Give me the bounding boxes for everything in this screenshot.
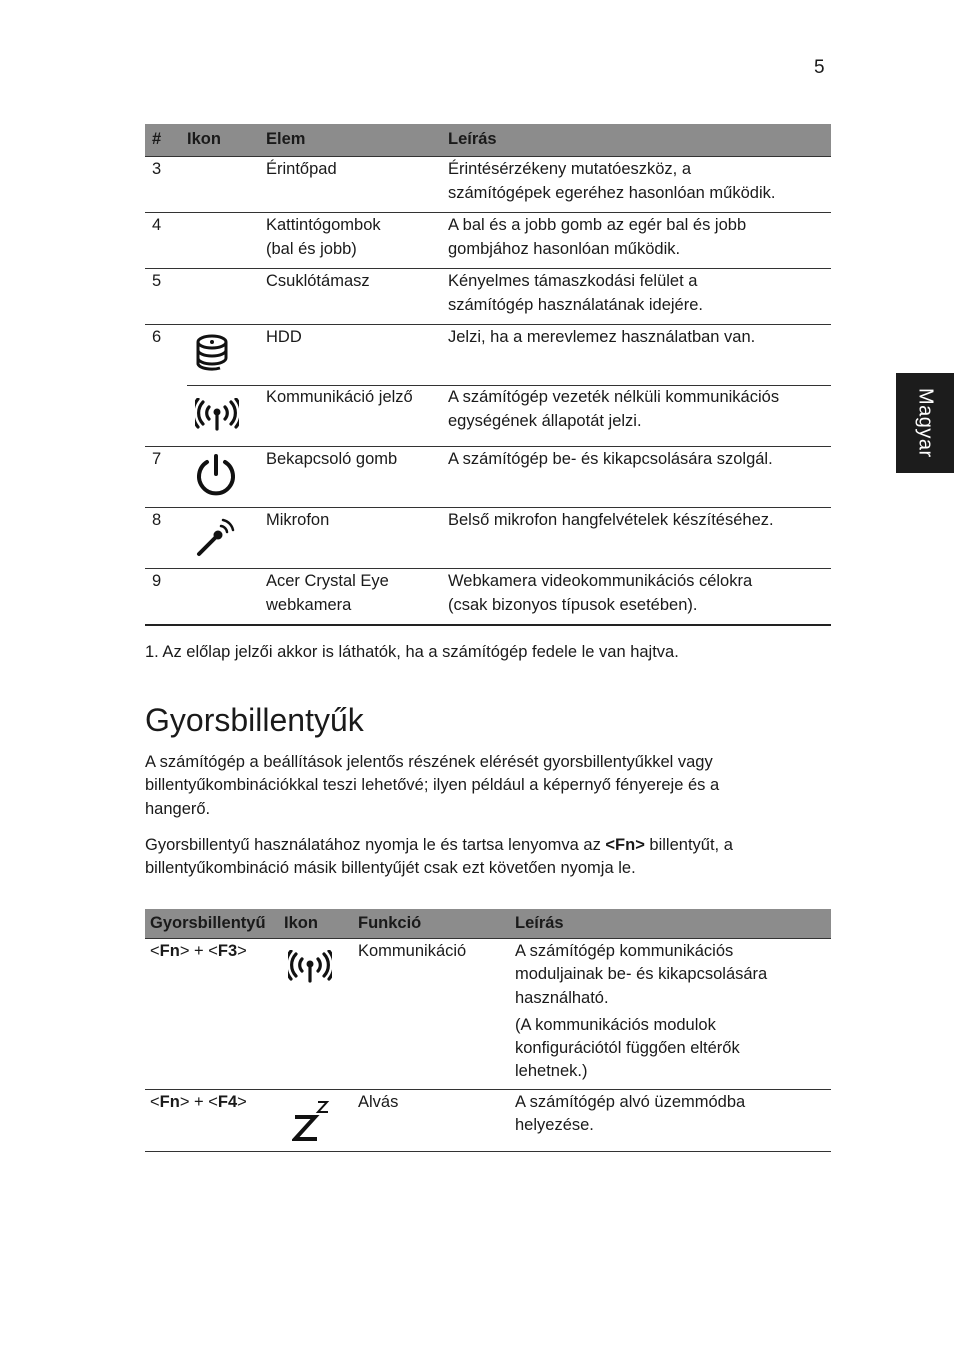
hotkey-function: Alvás [358, 1093, 399, 1111]
table-row [145, 569, 831, 626]
language-tab-label: Magyar [914, 388, 937, 458]
table-header [145, 909, 831, 939]
row-num: 8 [152, 511, 162, 529]
row-desc: Webkamera videokommunikációs célokra (csak bizonyos típusok esetében). [448, 572, 753, 614]
row-desc: A bal és a jobb gomb az egér bal és jobb gombjához hasonlóan működik. [448, 216, 747, 258]
row-num: 3 [152, 160, 162, 178]
row-elem: Csuklótámasz [266, 272, 370, 290]
hotkey-combo: <Fn> + <F3> [150, 942, 247, 960]
hotkey-description: A számítógép alvó üzemmódba helyezése. [515, 1093, 746, 1135]
power-icon [195, 453, 237, 497]
wireless-icon [195, 398, 239, 432]
header-num: # [152, 130, 162, 149]
header-desc: Leírás [448, 130, 497, 149]
row-desc: Jelzi, ha a merevlemez használatban van. [448, 328, 756, 346]
instruction-paragraph: Gyorsbillentyű használatához nyomja le és tartsa lenyomva az <Fn> billentyűt, a billentyűkombináció másik billentyűjét csak ezt követően nyomja le. [145, 836, 733, 878]
row-desc: Kényelmes támaszkodási felület a számítógép használatának idejére. [448, 272, 703, 314]
table-subrow [187, 385, 831, 447]
header-icon: Ikon [187, 130, 221, 149]
hotkey-table [145, 909, 831, 1152]
row-num: 9 [152, 572, 162, 590]
header-elem: Elem [266, 130, 306, 149]
header-icon: Ikon [284, 913, 318, 932]
row-elem: Kattintógombok (bal és jobb) [266, 216, 381, 258]
table-row [145, 269, 831, 325]
row-elem: Bekapcsoló gomb [266, 450, 398, 468]
table-row [145, 447, 831, 508]
header-key: Gyorsbillentyű [150, 913, 266, 932]
language-tab [896, 373, 954, 473]
row-desc: A számítógép be- és kikapcsolására szolgál. [448, 450, 773, 468]
row-num: 4 [152, 216, 162, 234]
row-desc: Belső mikrofon hangfelvételek készítéséhez. [448, 511, 774, 529]
row-elem: HDD [266, 328, 302, 346]
row-elem: Acer Crystal Eye webkamera [266, 572, 389, 614]
components-table [145, 124, 831, 626]
row-elem: Érintőpad [266, 160, 337, 178]
hdd-icon [195, 334, 231, 372]
row-num: 6 [152, 328, 162, 346]
sleep-icon [292, 1097, 332, 1143]
page-number: 5 [814, 57, 825, 78]
section-title: Gyorsbillentyűk [145, 702, 364, 738]
table-subrow [187, 325, 831, 386]
row-num: 7 [152, 450, 162, 468]
row-desc: A számítógép vezeték nélküli kommunikációs egységének állapotát jelzi. [448, 388, 780, 430]
table-row [145, 213, 831, 269]
row-elem: Mikrofon [266, 511, 330, 529]
row-elem: Kommunikáció jelző [266, 388, 413, 406]
table-row [145, 939, 831, 1090]
footnote: 1. Az előlap jelzői akkor is láthatók, ha a számítógép fedele le van hajtva. [145, 643, 679, 661]
table-row [145, 1090, 831, 1152]
row-desc: Érintésérzékeny mutatóeszköz, a számítógépek egeréhez hasonlóan működik. [448, 160, 776, 202]
intro-paragraph: A számítógép a beállítások jelentős részének elérését gyorsbillentyűkkel vagy billentyűkombinációkkal teszi lehetővé; ilyen például a képernyő fényereje és a hangerő. [145, 753, 720, 818]
header-func: Funkció [358, 913, 422, 932]
microphone-icon [195, 516, 237, 558]
hotkey-function: Kommunikáció [358, 942, 467, 960]
wireless-icon [288, 950, 332, 984]
table-header [145, 124, 831, 157]
fn-key-label: <Fn> [605, 836, 645, 854]
hotkey-combo: <Fn> + <F4> [150, 1093, 247, 1111]
hotkey-description: A számítógép kommunikációs moduljainak be- és kikapcsolására használható. (A kommunikációs modulok konfigurációtól függően eltérők lehetnek.) [515, 942, 768, 1081]
row-num: 5 [152, 272, 162, 290]
header-desc: Leírás [515, 913, 564, 932]
table-row [145, 157, 831, 213]
table-row [145, 508, 831, 569]
table-row [145, 325, 831, 447]
